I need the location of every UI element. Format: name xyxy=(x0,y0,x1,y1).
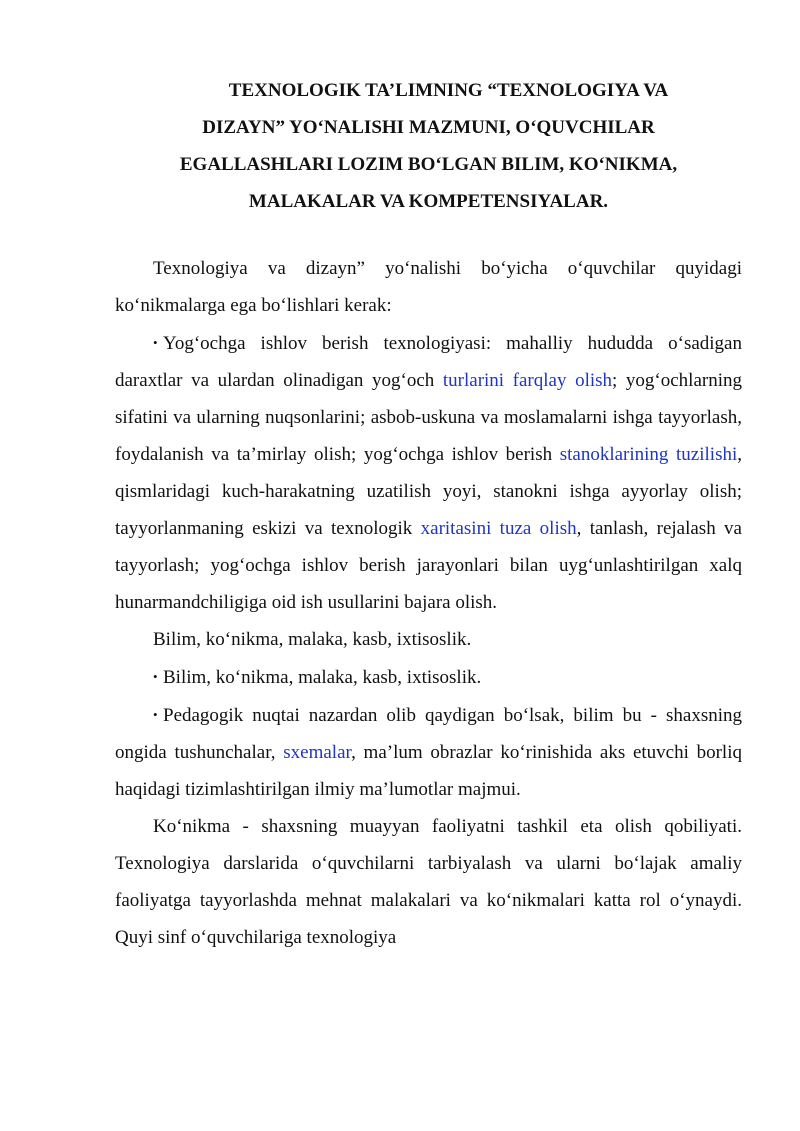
bullet-bilim-definition xyxy=(115,696,742,808)
bullet-text: , qismlaridagi kuch-harakatning uzatilish yoyi, stanokni ishga ayyorlay olish; tayyorlanmaning eskizi va texnologik xyxy=(115,444,742,539)
link-turlarini-farqlay-olish[interactable]: turlarini farqlay olish xyxy=(442,370,613,391)
bullet-text: Pedagogik nuqtai nazardan olib qaydigan bo‘lsak, bilim bu - shaxsning ongida tushunchalar, xyxy=(115,705,742,763)
intro-paragraph: Texnologiya va dizayn” yo‘nalishi bo‘yicha o‘quvchilar quyidagi ko‘nikmalarga ega bo‘lishlari kerak: xyxy=(115,258,742,316)
document-title xyxy=(115,72,742,220)
bullet-text: , tanlash, rejalash va tayyorlash; yog‘ochga ishlov berish jarayonlari bilan uyg‘unlashtirilgan xalq hunarmandchiligiga oid ish usullarini bajara olish. xyxy=(115,518,742,613)
konikma-paragraph: Ko‘nikma - shaxsning muayyan faoliyatni tashkil eta olish qobiliyati. Texnologiya darslarida o‘quvchilarni tarbiyalash va ularni bo‘lajak amaliy faoliyatga tayyorlashda mehnat malakalari va ko‘nikmalari katta rol o‘ynaydi. Quyi sinf o‘quvchilariga texnologiya xyxy=(115,816,742,948)
bullet-text: , ma’lum obrazlar ko‘rinishida aks etuvchi borliq haqidagi tizimlashtirilgan ilmiy ma’lumotlar majmui. xyxy=(115,742,742,800)
topic-paragraph: Bilim, ko‘nikma, malaka, kasb, ixtisoslik. xyxy=(153,629,472,650)
bullet-text: ; yog‘ochlarning sifatini va ularning nuqsonlarini; asbob-uskuna va moslamalarni ishga tayyorlash, foydalanish va ta’mirlay olish; yog‘ochga ishlov berish xyxy=(115,370,742,465)
bullet-text: Yog‘ochga ishlov berish texnologiyasi: mahalliy hududda o‘sadigan daraxtlar va ulardan olinadigan yog‘och xyxy=(115,333,742,391)
link-xaritasini-tuza-olish[interactable]: xaritasini tuza olish xyxy=(420,518,577,539)
link-stanoklarining-tuzilishi[interactable]: stanoklarining tuzilishi xyxy=(559,444,738,465)
title-line-4: MALAKALAR VA KOMPETENSIYALAR. xyxy=(248,191,609,212)
bullet-woodworking xyxy=(115,324,742,621)
title-line-1: TEXNOLOGIK TA’LIMNING “TEXNOLOGIYA VA xyxy=(228,80,669,101)
bullet-topic xyxy=(115,658,742,696)
title-line-3: EGALLASHLARI LOZIM BO‘LGAN BILIM, KO‘NIKMA, xyxy=(179,154,678,175)
link-sxemalar[interactable]: sxemalar xyxy=(283,742,352,763)
title-line-2: DIZAYN” YO‘NALISHI MAZMUNI, O‘QUVCHILAR xyxy=(202,117,655,138)
bullet-text: Bilim, ko‘nikma, malaka, kasb, ixtisoslik. xyxy=(163,667,482,688)
